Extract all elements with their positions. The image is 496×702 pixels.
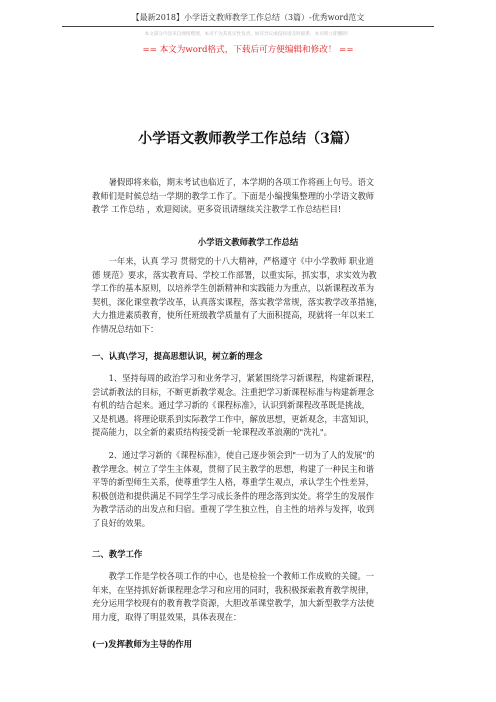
paragraph-overview [92, 255, 404, 337]
header-divider [62, 26, 434, 27]
text-line: 年来，在坚持抓好新课程理念学习和应用的同时，我积极探索教育教学规律， [92, 584, 375, 595]
paragraph-study-1 [92, 372, 404, 440]
text-line: 平等的新型师生关系，使尊重学生人格，尊重学生观点，承认学生个性差异， [92, 477, 375, 488]
text-line: 又是机遇。将理论联系到实际教学工作中，解放思想，更新观念，丰富知识， [92, 413, 375, 424]
text-line: 有机的结合起来。通过学习新的《课程标准》，认识到新课程改革既是挑战， [92, 400, 370, 411]
document-title: 小学语文教师教学工作总结（3篇） [138, 131, 358, 147]
text-line: 教学 工作总结 ，欢迎阅读。更多资讯请继续关注教学工作总结栏目! [92, 204, 342, 215]
text-line: 了良好的效果。 [92, 517, 151, 528]
disclaimer-text: 本文部分内容来自网络整理，本司不为其真实性负责，如有异议或侵权请及时联系，本司将立即删除！ [144, 32, 352, 37]
intro-paragraph [92, 176, 404, 217]
text-line: 作情况总结如下： [92, 323, 159, 334]
paragraph-study-2 [92, 449, 404, 531]
paragraph-teaching [92, 570, 404, 624]
text-line: 2、通过学习新的《课程标准》，使自己逐步领会到"一切为了人的发展"的 [92, 450, 375, 460]
text-line: 契机，深化课堂教学改革，认真落实课程，落实教学常规，落实教学改革措施， [92, 296, 383, 307]
text-line: 提高能力，以全新的素质结构接受新一轮课程改革浪潮的"洗礼"。 [92, 427, 332, 438]
text-line: 教师们是时候总结一学期的教学工作了。下面是小编搜集整理的小学语文教师 [92, 190, 375, 201]
text-line: 1、坚持每周的政治学习和业务学习，紧紧围绕学习新课程，构建新课程， [92, 373, 380, 383]
text-line: 教学理念。树立了学生主体观，贯彻了民主教学的思想，构建了一种民主和谐 [92, 463, 375, 474]
section-subtitle: 小学语文教师教学工作总结 [197, 237, 299, 247]
text-line: 教学工作是学校各项工作的中心，也是检验一个教师工作成败的关键。一 [92, 571, 375, 581]
heading-teacher-role: (一)发挥教师为主导的作用 [92, 639, 193, 649]
text-line: 一年来，认真 学习 贯彻党的十八大精神，严格遵守《中小学教师 职业道 [92, 256, 374, 266]
text-line: 学工作的基本原则，以培养学生创新精神和实践能力为重点，以新课程改革为 [92, 283, 375, 294]
heading-teaching: 二、教学工作 [92, 549, 143, 559]
text-line: 为教学活动的出发点和归宿。重视了学生独立性，自主性的培养与发挥，收到 [92, 504, 375, 515]
text-line: 用力度，取得了明显效果，具体表现在： [92, 611, 242, 622]
text-line: 暑假即将来临，期末考试也临近了，本学期的各项工作将画上句号。语文 [92, 177, 375, 187]
page-header-title: 【最新2018】小学语文教师教学工作总结（3篇）-优秀word范文 [131, 13, 365, 22]
text-line: 大力推进素质教育，使所任班级教学质量有了大面积提高，现就将一年以来工 [92, 310, 375, 321]
text-line: 尝试新教法的目标，不断更新教学观念。注重把学习新课程标准与构建新理念 [92, 386, 375, 397]
heading-study: 一、认真\学习，提高思想认识，树立新的理念 [92, 351, 263, 361]
text-line: 德 规范》要求，落实教育局、学校工作部署，以重实际，抓实事，求实效为教 [92, 269, 377, 280]
editable-note: == 本文为word格式，下载后可方便编辑和修改！ == [142, 45, 354, 55]
text-line: 积极创造和提供满足不同学生学习成长条件的理念落到实处。将学生的发展作 [92, 490, 375, 501]
text-line: 充分运用学校现有的教育教学资源，大胆改革课堂教学，加大新型教学方法使 [92, 598, 375, 609]
